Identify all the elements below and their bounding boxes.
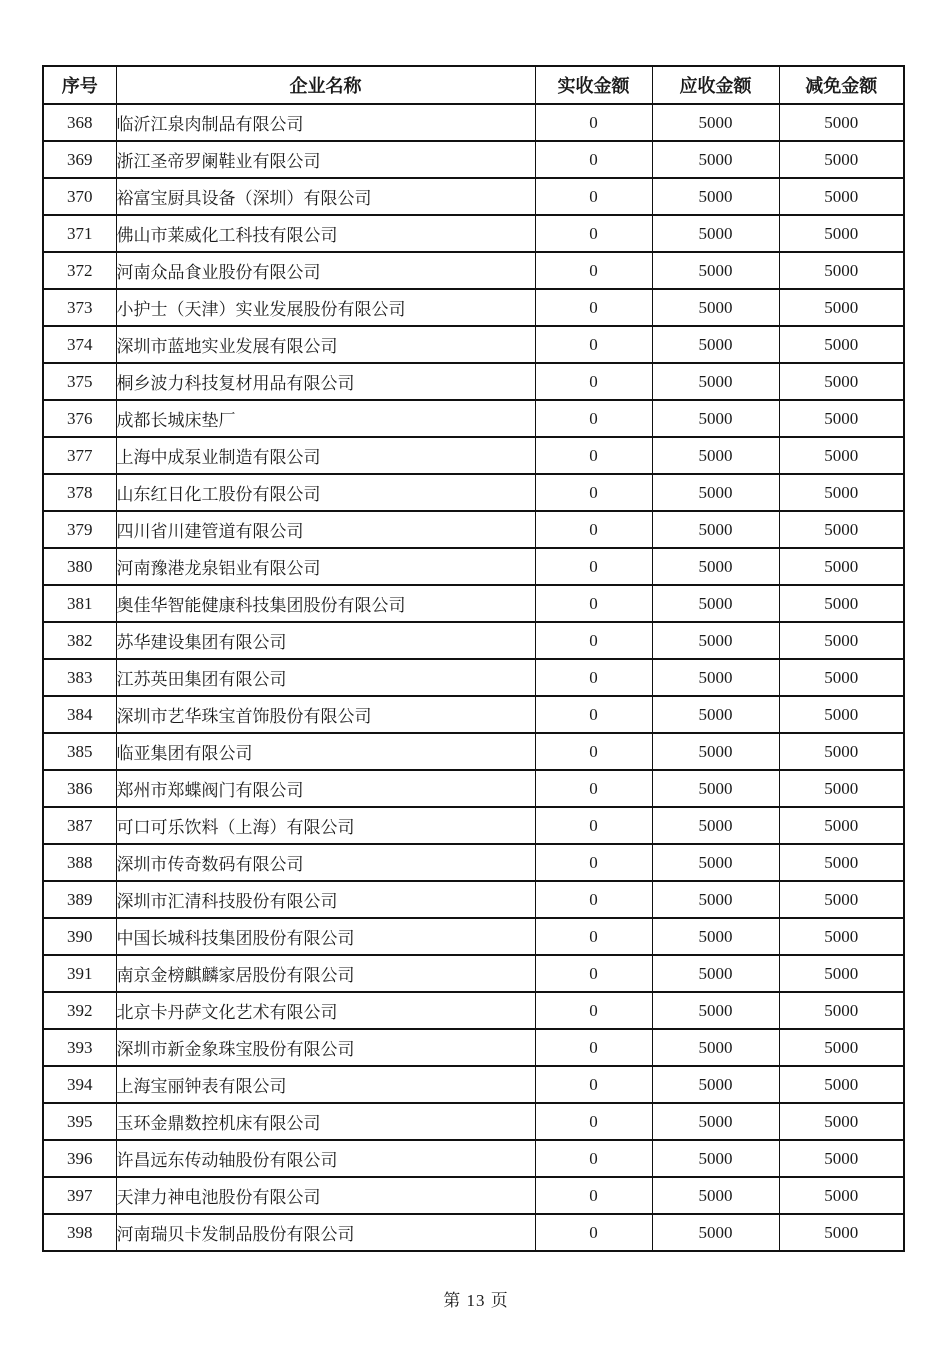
row-index-cell: 384 bbox=[43, 696, 116, 733]
company-name-cell: 桐乡波力科技复材用品有限公司 bbox=[116, 363, 535, 400]
reduction-amount-cell: 5000 bbox=[779, 1066, 904, 1103]
received-amount-cell: 0 bbox=[535, 770, 652, 807]
table-row bbox=[43, 252, 904, 289]
received-amount-cell: 0 bbox=[535, 733, 652, 770]
received-amount-cell: 0 bbox=[535, 178, 652, 215]
receivable-amount-cell: 5000 bbox=[652, 141, 779, 178]
company-name-cell: 上海宝丽钟表有限公司 bbox=[116, 1066, 535, 1103]
company-name-cell: 江苏英田集团有限公司 bbox=[116, 659, 535, 696]
reduction-amount-cell: 5000 bbox=[779, 807, 904, 844]
receivable-amount-cell: 5000 bbox=[652, 511, 779, 548]
receivable-amount-cell: 5000 bbox=[652, 1029, 779, 1066]
col-header-index: 序号 bbox=[43, 66, 116, 104]
row-index-cell: 383 bbox=[43, 659, 116, 696]
company-name-cell: 郑州市郑蝶阀门有限公司 bbox=[116, 770, 535, 807]
reduction-amount-cell: 5000 bbox=[779, 104, 904, 141]
reduction-amount-cell: 5000 bbox=[779, 622, 904, 659]
page-number: 第 13 页 bbox=[443, 1291, 509, 1310]
table-row bbox=[43, 548, 904, 585]
company-name-cell: 临亚集团有限公司 bbox=[116, 733, 535, 770]
reduction-amount-cell: 5000 bbox=[779, 1029, 904, 1066]
receivable-amount-cell: 5000 bbox=[652, 437, 779, 474]
row-index-cell: 390 bbox=[43, 918, 116, 955]
row-index-cell: 386 bbox=[43, 770, 116, 807]
company-name-cell: 上海中成泵业制造有限公司 bbox=[116, 437, 535, 474]
receivable-amount-cell: 5000 bbox=[652, 104, 779, 141]
table-row bbox=[43, 326, 904, 363]
received-amount-cell: 0 bbox=[535, 1214, 652, 1251]
reduction-amount-cell: 5000 bbox=[779, 992, 904, 1029]
table-row bbox=[43, 289, 904, 326]
table-row bbox=[43, 770, 904, 807]
row-index-cell: 379 bbox=[43, 511, 116, 548]
receivable-amount-cell: 5000 bbox=[652, 807, 779, 844]
table-row bbox=[43, 733, 904, 770]
company-name-cell: 深圳市新金象珠宝股份有限公司 bbox=[116, 1029, 535, 1066]
company-name-cell: 小护士（天津）实业发展股份有限公司 bbox=[116, 289, 535, 326]
received-amount-cell: 0 bbox=[535, 844, 652, 881]
row-index-cell: 392 bbox=[43, 992, 116, 1029]
receivable-amount-cell: 5000 bbox=[652, 474, 779, 511]
table-row bbox=[43, 918, 904, 955]
table-row bbox=[43, 622, 904, 659]
row-index-cell: 394 bbox=[43, 1066, 116, 1103]
row-index-cell: 385 bbox=[43, 733, 116, 770]
col-header-receivable-amount: 应收金额 bbox=[652, 66, 779, 104]
receivable-amount-cell: 5000 bbox=[652, 696, 779, 733]
table-row bbox=[43, 511, 904, 548]
table-row bbox=[43, 955, 904, 992]
reduction-amount-cell: 5000 bbox=[779, 1177, 904, 1214]
table-row bbox=[43, 1029, 904, 1066]
row-index-cell: 398 bbox=[43, 1214, 116, 1251]
row-index-cell: 371 bbox=[43, 215, 116, 252]
company-name-cell: 奥佳华智能健康科技集团股份有限公司 bbox=[116, 585, 535, 622]
receivable-amount-cell: 5000 bbox=[652, 918, 779, 955]
company-name-cell: 可口可乐饮料（上海）有限公司 bbox=[116, 807, 535, 844]
receivable-amount-cell: 5000 bbox=[652, 992, 779, 1029]
company-name-cell: 成都长城床垫厂 bbox=[116, 400, 535, 437]
company-name-cell: 深圳市艺华珠宝首饰股份有限公司 bbox=[116, 696, 535, 733]
table-row bbox=[43, 659, 904, 696]
row-index-cell: 382 bbox=[43, 622, 116, 659]
reduction-amount-cell: 5000 bbox=[779, 1214, 904, 1251]
reduction-amount-cell: 5000 bbox=[779, 1103, 904, 1140]
company-name-cell: 河南豫港龙泉铝业有限公司 bbox=[116, 548, 535, 585]
row-index-cell: 393 bbox=[43, 1029, 116, 1066]
reduction-amount-cell: 5000 bbox=[779, 548, 904, 585]
table-row bbox=[43, 141, 904, 178]
receivable-amount-cell: 5000 bbox=[652, 178, 779, 215]
row-index-cell: 388 bbox=[43, 844, 116, 881]
row-index-cell: 370 bbox=[43, 178, 116, 215]
reduction-amount-cell: 5000 bbox=[779, 437, 904, 474]
reduction-amount-cell: 5000 bbox=[779, 918, 904, 955]
received-amount-cell: 0 bbox=[535, 585, 652, 622]
receivable-amount-cell: 5000 bbox=[652, 363, 779, 400]
company-name-cell: 四川省川建管道有限公司 bbox=[116, 511, 535, 548]
table-row bbox=[43, 585, 904, 622]
company-name-cell: 河南瑞贝卡发制品股份有限公司 bbox=[116, 1214, 535, 1251]
table-row bbox=[43, 1066, 904, 1103]
row-index-cell: 387 bbox=[43, 807, 116, 844]
table-row bbox=[43, 807, 904, 844]
receivable-amount-cell: 5000 bbox=[652, 881, 779, 918]
table-body bbox=[43, 104, 904, 1251]
row-index-cell: 368 bbox=[43, 104, 116, 141]
receivable-amount-cell: 5000 bbox=[652, 733, 779, 770]
row-index-cell: 377 bbox=[43, 437, 116, 474]
receivable-amount-cell: 5000 bbox=[652, 622, 779, 659]
row-index-cell: 397 bbox=[43, 1177, 116, 1214]
receivable-amount-cell: 5000 bbox=[652, 252, 779, 289]
receivable-amount-cell: 5000 bbox=[652, 1214, 779, 1251]
company-name-cell: 河南众品食业股份有限公司 bbox=[116, 252, 535, 289]
table-row bbox=[43, 178, 904, 215]
received-amount-cell: 0 bbox=[535, 955, 652, 992]
receivable-amount-cell: 5000 bbox=[652, 215, 779, 252]
receivable-amount-cell: 5000 bbox=[652, 1103, 779, 1140]
receivable-amount-cell: 5000 bbox=[652, 1066, 779, 1103]
table-row bbox=[43, 215, 904, 252]
received-amount-cell: 0 bbox=[535, 881, 652, 918]
company-name-cell: 裕富宝厨具设备（深圳）有限公司 bbox=[116, 178, 535, 215]
received-amount-cell: 0 bbox=[535, 1177, 652, 1214]
reduction-amount-cell: 5000 bbox=[779, 215, 904, 252]
received-amount-cell: 0 bbox=[535, 1066, 652, 1103]
received-amount-cell: 0 bbox=[535, 548, 652, 585]
receivable-amount-cell: 5000 bbox=[652, 1177, 779, 1214]
received-amount-cell: 0 bbox=[535, 696, 652, 733]
reduction-amount-cell: 5000 bbox=[779, 363, 904, 400]
receivable-amount-cell: 5000 bbox=[652, 955, 779, 992]
received-amount-cell: 0 bbox=[535, 992, 652, 1029]
table-row bbox=[43, 696, 904, 733]
reduction-amount-cell: 5000 bbox=[779, 955, 904, 992]
received-amount-cell: 0 bbox=[535, 363, 652, 400]
reduction-amount-cell: 5000 bbox=[779, 585, 904, 622]
row-index-cell: 369 bbox=[43, 141, 116, 178]
received-amount-cell: 0 bbox=[535, 622, 652, 659]
row-index-cell: 376 bbox=[43, 400, 116, 437]
table-row bbox=[43, 844, 904, 881]
company-name-cell: 南京金榜麒麟家居股份有限公司 bbox=[116, 955, 535, 992]
company-name-cell: 天津力神电池股份有限公司 bbox=[116, 1177, 535, 1214]
row-index-cell: 374 bbox=[43, 326, 116, 363]
receivable-amount-cell: 5000 bbox=[652, 326, 779, 363]
receivable-amount-cell: 5000 bbox=[652, 659, 779, 696]
row-index-cell: 380 bbox=[43, 548, 116, 585]
reduction-amount-cell: 5000 bbox=[779, 141, 904, 178]
received-amount-cell: 0 bbox=[535, 215, 652, 252]
company-name-cell: 山东红日化工股份有限公司 bbox=[116, 474, 535, 511]
reduction-amount-cell: 5000 bbox=[779, 178, 904, 215]
receivable-amount-cell: 5000 bbox=[652, 585, 779, 622]
company-name-cell: 苏华建设集团有限公司 bbox=[116, 622, 535, 659]
reduction-amount-cell: 5000 bbox=[779, 844, 904, 881]
reduction-amount-cell: 5000 bbox=[779, 1140, 904, 1177]
received-amount-cell: 0 bbox=[535, 437, 652, 474]
table-row bbox=[43, 400, 904, 437]
company-name-cell: 北京卡丹萨文化艺术有限公司 bbox=[116, 992, 535, 1029]
reduction-amount-cell: 5000 bbox=[779, 696, 904, 733]
received-amount-cell: 0 bbox=[535, 1140, 652, 1177]
received-amount-cell: 0 bbox=[535, 807, 652, 844]
row-index-cell: 375 bbox=[43, 363, 116, 400]
fee-reduction-table bbox=[42, 65, 905, 1252]
table-row bbox=[43, 992, 904, 1029]
company-name-cell: 深圳市传奇数码有限公司 bbox=[116, 844, 535, 881]
row-index-cell: 389 bbox=[43, 881, 116, 918]
row-index-cell: 391 bbox=[43, 955, 116, 992]
reduction-amount-cell: 5000 bbox=[779, 881, 904, 918]
receivable-amount-cell: 5000 bbox=[652, 289, 779, 326]
table-row bbox=[43, 1103, 904, 1140]
reduction-amount-cell: 5000 bbox=[779, 511, 904, 548]
receivable-amount-cell: 5000 bbox=[652, 844, 779, 881]
reduction-amount-cell: 5000 bbox=[779, 289, 904, 326]
table-row bbox=[43, 1177, 904, 1214]
row-index-cell: 378 bbox=[43, 474, 116, 511]
table-row bbox=[43, 1214, 904, 1251]
received-amount-cell: 0 bbox=[535, 400, 652, 437]
received-amount-cell: 0 bbox=[535, 104, 652, 141]
row-index-cell: 395 bbox=[43, 1103, 116, 1140]
col-header-company-name: 企业名称 bbox=[116, 66, 535, 104]
received-amount-cell: 0 bbox=[535, 918, 652, 955]
reduction-amount-cell: 5000 bbox=[779, 474, 904, 511]
reduction-amount-cell: 5000 bbox=[779, 326, 904, 363]
table-row bbox=[43, 881, 904, 918]
received-amount-cell: 0 bbox=[535, 474, 652, 511]
company-name-cell: 许昌远东传动轴股份有限公司 bbox=[116, 1140, 535, 1177]
row-index-cell: 396 bbox=[43, 1140, 116, 1177]
received-amount-cell: 0 bbox=[535, 326, 652, 363]
received-amount-cell: 0 bbox=[535, 1103, 652, 1140]
row-index-cell: 373 bbox=[43, 289, 116, 326]
company-name-cell: 中国长城科技集团股份有限公司 bbox=[116, 918, 535, 955]
receivable-amount-cell: 5000 bbox=[652, 1140, 779, 1177]
table-row bbox=[43, 104, 904, 141]
table-row bbox=[43, 363, 904, 400]
reduction-amount-cell: 5000 bbox=[779, 252, 904, 289]
received-amount-cell: 0 bbox=[535, 289, 652, 326]
received-amount-cell: 0 bbox=[535, 511, 652, 548]
company-name-cell: 佛山市莱威化工科技有限公司 bbox=[116, 215, 535, 252]
received-amount-cell: 0 bbox=[535, 141, 652, 178]
received-amount-cell: 0 bbox=[535, 252, 652, 289]
received-amount-cell: 0 bbox=[535, 659, 652, 696]
col-header-received-amount: 实收金额 bbox=[535, 66, 652, 104]
reduction-amount-cell: 5000 bbox=[779, 400, 904, 437]
row-index-cell: 381 bbox=[43, 585, 116, 622]
col-header-reduction-amount: 减免金额 bbox=[779, 66, 904, 104]
company-name-cell: 玉环金鼎数控机床有限公司 bbox=[116, 1103, 535, 1140]
receivable-amount-cell: 5000 bbox=[652, 770, 779, 807]
company-name-cell: 深圳市汇清科技股份有限公司 bbox=[116, 881, 535, 918]
company-name-cell: 临沂江泉肉制品有限公司 bbox=[116, 104, 535, 141]
header-row bbox=[43, 66, 904, 104]
company-name-cell: 浙江圣帝罗阑鞋业有限公司 bbox=[116, 141, 535, 178]
receivable-amount-cell: 5000 bbox=[652, 400, 779, 437]
reduction-amount-cell: 5000 bbox=[779, 733, 904, 770]
row-index-cell: 372 bbox=[43, 252, 116, 289]
table-row bbox=[43, 474, 904, 511]
reduction-amount-cell: 5000 bbox=[779, 659, 904, 696]
table-row bbox=[43, 437, 904, 474]
company-name-cell: 深圳市蓝地实业发展有限公司 bbox=[116, 326, 535, 363]
received-amount-cell: 0 bbox=[535, 1029, 652, 1066]
table-row bbox=[43, 1140, 904, 1177]
reduction-amount-cell: 5000 bbox=[779, 770, 904, 807]
receivable-amount-cell: 5000 bbox=[652, 548, 779, 585]
